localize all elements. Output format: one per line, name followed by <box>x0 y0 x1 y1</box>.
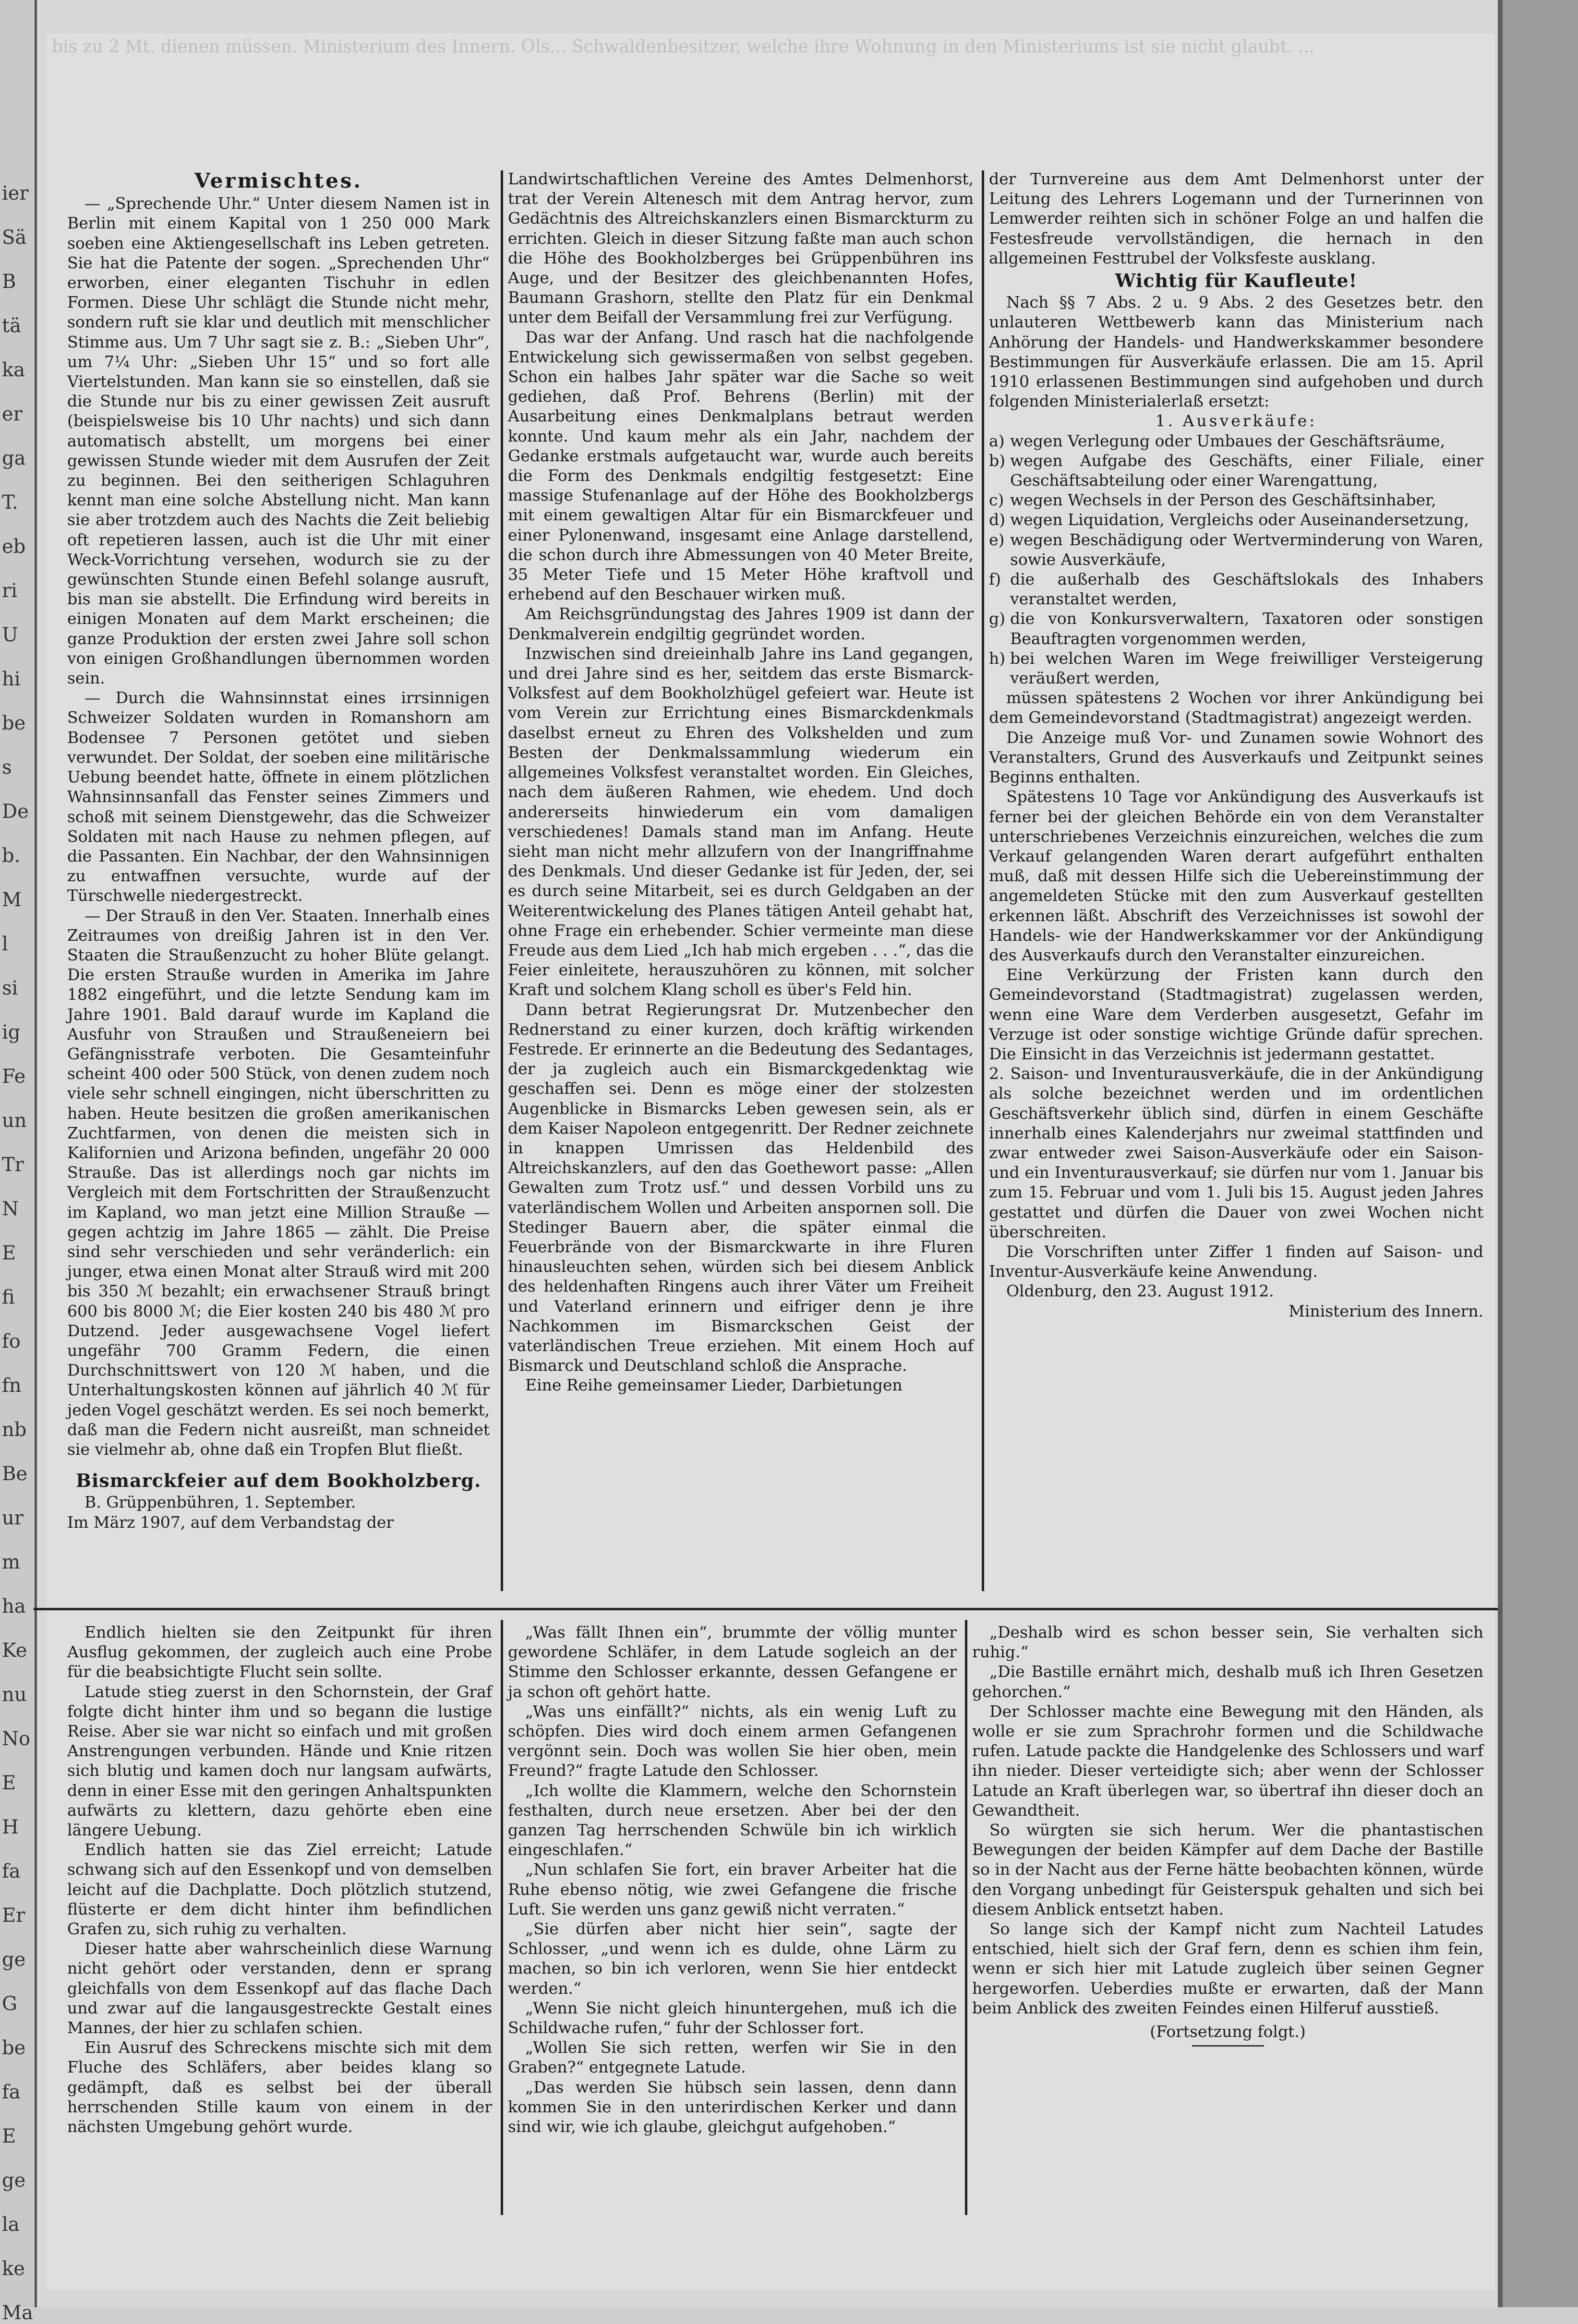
paragraph: Die Anzeige muß Vor- und Zunamen sowie Wohnort des Veranstalters, Grund des Ausverkaufs und Zeitpunkt seines Beginns enthalten. <box>989 728 1483 787</box>
section-ausverkaeufe: 1. Ausverkäufe: <box>1155 411 1317 431</box>
previous-page-fragment: fi <box>2 1286 15 1308</box>
previous-page-fragment: l <box>2 933 8 955</box>
previous-page-fragment: H <box>2 1816 19 1838</box>
paragraph-saison: 2. Saison- und Inventurausverkäufe, die in der Ankündigung als solche bezeichnet werden und im ordentlichen Geschäftsverkehr üblich sind, dürfen in einem Geschäfte innerhalb eines Kalenderjahrs nur zweimal stattfinden und zwar entweder zwei Saison-Ausverkäufe oder ein Saison- und ein Inventurausverkauf; sie dürfen nur vom 1. Januar bis zum 15. Februar und vom 1. Juli bis 15. August jeden Jahres gestattet und dürfen die Dauer von zwei Wochen nicht überschreiten. <box>989 1064 1483 1241</box>
previous-page-fragment: ha <box>2 1595 26 1617</box>
previous-page-fragment: fa <box>2 1860 21 1882</box>
paragraph: Endlich hatten sie das Ziel erreicht; Latude schwang sich auf den Essenkopf und von demselben leicht auf die Dachplatte. Doch plötzlich stutzend, flüsterte er dem dicht hinter ihm befindlichen Grafen zu, sich ruhig zu verhalten. <box>67 1840 492 1939</box>
previous-page-fragment: ka <box>2 359 25 381</box>
previous-page-fragment: G <box>2 1993 17 2015</box>
previous-page-fragment: ke <box>2 2258 25 2280</box>
paragraph: Ein Ausruf des Schreckens mischte sich mit dem Fluche des Schläfers, aber beides klang so gedämpft, daß es selbst bei der überall herrschenden Stille kaum von einem in der nächsten Umgebung gehört wurde. <box>67 2038 492 2136</box>
paragraph: „Die Bastille ernährt mich, deshalb muß ich Ihren Gesetzen gehorchen.“ <box>972 1662 1483 1701</box>
previous-page-fragment: Ma <box>2 2302 33 2324</box>
previous-page-fragment: B <box>2 271 16 293</box>
dateline: B. Grüppenbühren, 1. September. <box>84 1493 356 1512</box>
paragraph: „Wollen Sie sich retten, werfen wir Sie in den Graben?“ entgegnete Latude. <box>508 2038 957 2077</box>
section-heading-vermischtes: Vermischtes. <box>194 169 363 192</box>
previous-page-fragment: N <box>2 1198 19 1220</box>
paragraph: „Das werden Sie hübsch sein lassen, denn dann kommen Sie in den unterirdischen Kerker und dann sind wir, wie ich glaube, gleichgut aufgehoben.“ <box>508 2077 957 2136</box>
continuation-note: (Fortsetzung folgt.) <box>1150 2022 1306 2041</box>
list-item: c) wegen Wechsels in der Person des Geschäftsinhaber, <box>989 491 1436 510</box>
previous-page-fragment: m <box>2 1551 20 1573</box>
paragraph: Latude stieg zuerst in den Schornstein, der Graf folgte dicht hinter ihm und so begann die lustige Reise. Aber sie war nicht so einfach und mit großen Anstrengungen verbunden. Hände und Knie ritzen sich blutig und kamen doch nur langsam aufwärts, denn in einer Esse mit den geringen Anhaltspunkten aufwärts zu klettern, dazu gehörte eben eine längere Uebung. <box>67 1682 492 1840</box>
previous-page-fragment: hi <box>2 668 21 690</box>
feuilleton-column-3 <box>972 1622 1483 2047</box>
previous-page-fragment: T. <box>2 491 18 514</box>
heading-bismarckfeier: Bismarckfeier auf dem Bookholzberg. <box>75 1470 482 1492</box>
paragraph: Eine Reihe gemeinsamer Lieder, Darbietungen <box>525 1376 903 1395</box>
paragraph: Das war der Anfang. Und rasch hat die nachfolgende Entwickelung sich gewissermaßen von selbst gegeben. Schon ein halbes Jahr später war die Sache so weit gediehen, daß Prof. Behrens (Berlin) mit der Ausarbeitung eines Denkmalplans betraut werden konnte. Und kaum mehr als ein Jahr, nachdem der Gedanke erstmals aufgetaucht war, wurde auch bereits die Form des Denkmals endgiltig festgesetzt: Eine massige Stufenanlage auf der Höhe des Bookholzbergs mit einem gewaltigen Altar für ein Bismarckfeuer und einer Pylonenwand, insgesamt eine Anlage darstellend, die schon durch ihre Abmessungen von 40 Meter Breite, 35 Meter Tiefe und 15 Meter Höhe kraftvoll und erhebend auf den Beschauer wirken muß. <box>508 327 974 604</box>
column-rule-2 <box>982 170 984 1591</box>
column-rule-4 <box>965 1620 967 2215</box>
previous-page-fragment: b. <box>2 845 21 867</box>
paragraph: der Turnvereine aus dem Amt Delmenhorst unter der Leitung des Lehrers Logemann und der Turnerinnen von Lemwerder reihten sich in schöner Folge an und halfen die Festesfreude vervollständigen, die hernach in den allgemeinen Festtrubel der Volksfeste ausklang. <box>989 169 1483 267</box>
list-item: h) bei welchen Waren im Wege freiwilliger Versteigerung veräußert werden, <box>989 648 1483 688</box>
previous-page-fragment: nu <box>2 1684 27 1706</box>
heading-wichtig-fuer-kaufleute: Wichtig für Kaufleute! <box>1115 270 1358 292</box>
previous-page-fragment: un <box>2 1110 27 1132</box>
column-bismarckfeier <box>508 169 974 1395</box>
column-rule-3 <box>501 1620 503 2215</box>
previous-page-fragment: Tr <box>2 1154 24 1176</box>
bleed-through-text: bis zu 2 Mt. dienen müssen. Ministerium des Innern. Ols... Schwaldenbesitzer, welche ihre Wohnung in den Ministeriums ist sie nicht glaubt. ... <box>52 37 1315 57</box>
previous-page-fragment: Be <box>2 1463 28 1485</box>
previous-page-fragment: fa <box>2 2081 21 2103</box>
scan-background-right <box>1503 0 1578 2307</box>
list-item: g) die von Konkursverwaltern, Taxatoren oder sonstigen Beauftragten vorgenommen werden, <box>989 609 1483 648</box>
previous-page-fragment: la <box>2 2214 20 2236</box>
previous-page-fragment: s <box>2 756 12 779</box>
column-rule-1 <box>501 170 503 1591</box>
previous-page-fragment: fo <box>2 1330 21 1353</box>
paragraph: Eine Verkürzung der Fristen kann durch den Gemeindevorstand (Stadtmagistrat) zugelassen werden, wenn eine Ware dem Verderben ausgesetzt, Gefahr im Verzuge ist oder sonstige wichtige Gründe dafür sprechen. Die Einsicht in das Verzeichnis ist jedermann gestattet. <box>989 965 1483 1063</box>
previous-page-fragment: fn <box>2 1375 22 1397</box>
signature: Ministerium des Innern. <box>1289 1301 1483 1320</box>
article-bismarckfeier-start: Im März 1907, auf dem Verbandstag der <box>67 1512 394 1532</box>
paragraph: Dieser hatte aber wahrscheinlich diese Warnung nicht gehört oder verstanden, denn er sprang gleichfalls von dem Essenkopf auf das flache Dach und zwar auf die langausgestreckte Gestalt eines Mannes, der hier zu schlafen schien. <box>67 1939 492 2037</box>
paragraph: Inzwischen sind dreieinhalb Jahre ins Land gegangen, und drei Jahre sind es her, seitdem das erste Bismarck-Volksfest auf dem Bookholzhügel gefeiert war. Heute ist vom Verein zur Errichtung eines Bismarckdenkmals daselbst erneut zu Ehren des Volkshelden und zum Besten der Denkmalssammlung wiederum ein allgemeines Volksfest veranstaltet worden. Ein Gleiches, nach dem äußeren Rahmen, wie ehedem. Und doch andererseits hinwiederum ein vom damaligen verschiedenes! Damals stand man im Anfang. Heute sieht man nicht mehr allzufern von der Inangriffnahme des Denkmals. Und dieser Gedanke ist für Jeden, der, sei es durch seine Mitarbeit, sei es durch Geldgaben an der Weiterentwickelung des Planes tätigen Anteil gehabt hat, ohne Frage ein erhebender. Schier vermeinte man diese Freude aus dem Lied „Ich hab mich ergeben . . .“, das die Feier einleitete, herauszuhören zu können, mit solcher Kraft und solchem Klang scholl es über's Feld hin. <box>508 644 974 999</box>
previous-page-fragment: E <box>2 1772 16 1794</box>
previous-page-edge <box>0 0 37 2324</box>
paragraph: „Sie dürfen aber nicht hier sein“, sagte der Schlosser, „und wenn ich es dulde, ohne Lärm zu machen, so bin ich verloren, wenn Sie hier entdeckt werden.“ <box>508 1919 957 1998</box>
paragraph: So würgten sie sich herum. Wer die phantastischen Bewegungen der beiden Kämpfer auf dem Dache der Bastille so in der Nacht aus der Ferne hätte beobachten können, würde den Vorgang unbedingt für Geisterspuk gehalten und sich bei diesem Anblick entsetzt haben. <box>972 1821 1483 1918</box>
previous-page-fragment: ge <box>2 2169 26 2192</box>
list-item: a) wegen Verlegung oder Umbaues der Geschäftsräume, <box>989 431 1445 450</box>
paragraph: „Was uns einfällt?“ nichts, als ein wenig Luft zu schöpfen. Dies wird doch einem armen Gefangenen vergönnt sein. Doch was wollen Sie hier oben, mein Freund?“ fragte Latude den Schlosser. <box>508 1701 957 1780</box>
previous-page-fragment: De <box>2 801 29 823</box>
previous-page-fragment: Fe <box>2 1066 26 1088</box>
previous-page-fragment: tä <box>2 315 21 337</box>
previous-page-fragment: nb <box>2 1419 27 1441</box>
previous-page-fragment: ier <box>2 182 29 204</box>
paragraph: „Deshalb wird es schon besser sein, Sie verhalten sich ruhig.“ <box>972 1623 1483 1662</box>
previous-page-fragment: No <box>2 1728 31 1750</box>
previous-page-fragment: Er <box>2 1905 25 1927</box>
previous-page-fragment: ur <box>2 1507 24 1529</box>
column-kaufleute <box>989 169 1483 1321</box>
previous-page-fragment: eb <box>2 536 26 558</box>
article-sprechende-uhr: — „Sprechende Uhr.“ Unter diesem Namen ist in Berlin mit einem Kapital von 1 250 000 Mark soeben eine Aktiengesellschaft ins Leben getreten. Sie hat die Patente der sogen. „Sprechenden Uhr“ erworben, einer eleganten Tischuhr in edlen Formen. Diese Uhr schlägt die Stunde nicht mehr, sondern ruft sie klar und deutlich mit menschlicher Stimme aus. Um 7 Uhr sagt sie z. B.: „Sieben Uhr“, um 7¼ Uhr: „Sieben Uhr 15“ und so fort alle Viertelstunden. Man kann sie so einstellen, daß sie die Stunde nur bis zu einer gewissen Zeit ausruft (beispielsweise bis 10 Uhr nachts) und sich dann automatisch abstellt, um morgens bei einer gewissen Stunde wieder mit dem Ausrufen der Zeit zu beginnen. Bei den seitherigen Schlaguhren kennt man eine solche Abstellung nicht. Man kann sie aber trotzdem auch des Nachts die Zeit beliebig oft repetieren lassen, auch ist die Uhr mit einer Weck-Vorrichtung versehen, wodurch sie zu der gewünschten Stunde einen Befehl solange ausruft, bis man sie abstellt. Die Erfindung wird bereits in einigen Monaten auf dem Markt erscheinen; die ganze Produktion der ersten zwei Jahre soll schon von einigen Großhandlungen übernommen worden sein. <box>67 194 490 688</box>
article-strauss: — Der Strauß in den Ver. Staaten. Innerhalb eines Zeitraumes von dreißig Jahren ist in den Ver. Staaten die Straußenzucht zu hoher Blüte gelangt. Die ersten Strauße wurden in Amerika im Jahre 1882 eingeführt, und die letzte Sendung kam im Jahre 1901. Bald darauf wurde im Kapland die Ausfuhr von Straußen und Straußeneiern bei Gefängnisstrafe verboten. Die Gesamteinfuhr scheint 400 oder 500 Stück, von denen zudem noch viele sehr schnell eingingen, nicht überschritten zu haben. Heute besitzen die großen amerikanischen Zuchtfarmen, von denen die meisten sich in Kalifornien und Arizona befinden, ungefähr 20 000 Strauße. Das ist allerdings noch gar nichts im Vergleich mit dem Fortschritten der Straußenzucht im Kapland, wo man jetzt eine Million Strauße — gegen achtzig im Jahre 1865 — zählt. Die Preise sind sehr verschieden und sehr veränderlich: ein junger, etwa einen Monat alter Strauß wird mit 200 bis 350 ℳ bezahlt; ein erwachsener Strauß bringt 600 bis 8000 ℳ; die Eier kosten 240 bis 480 ℳ pro Dutzend. Jeder ausgewachsene Vogel liefert ungefähr 700 Gramm Federn, die einen Durchschnittswert von 120 ℳ haben, und die Unterhaltungskosten können auf jährlich 40 ℳ für jeden Vogel geschätzt werden. Es sei noch bemerkt, daß man die Federn nicht ausreißt, man schneidet sie vielmehr ab, ohne daß ein Tropfen Blut fließt. <box>67 906 490 1459</box>
previous-page-fragment: M <box>2 889 22 911</box>
list-item: e) wegen Beschädigung oder Wertverminderung von Waren, sowie Ausverkäufe, <box>989 530 1483 569</box>
paragraph: Spätestens 10 Tage vor Ankündigung des Ausverkaufs ist ferner bei der gleichen Behörde ein von dem Veranstalter unterschriebenes Verzeichnis einzureichen, welches die zum Verkauf gelangenden Waren derart aufgeführt enthalten muß, daß mit dessen Hilfe sich die Uebereinstimmung der angemeldeten Stücke mit den zum Ausverkauf gestellten erkennen läßt. Abschrift des Verzeichnisses ist sowohl der Handels- wie der Handwerkskammer vor der Ankündigung des Ausverkaufs durch den Veranstalter einzureichen. <box>989 787 1483 964</box>
paragraph: „Wenn Sie nicht gleich hinuntergehen, muß ich die Schildwache rufen,“ fuhr der Schlosser fort. <box>508 1998 957 2037</box>
previous-page-fragment: ig <box>2 1021 21 1043</box>
previous-page-fragment: ga <box>2 447 26 469</box>
end-rule <box>1192 2045 1264 2047</box>
previous-page-fragment: Ke <box>2 1640 27 1662</box>
ausverkauf-list <box>989 431 1483 688</box>
column-vermischtes <box>67 169 490 1532</box>
paragraph: „Ich wollte die Klammern, welche den Schornstein festhalten, durch neue ersetzen. Aber bei der den ganzen Tag herrschenden Schwüle bin ich wirklich eingeschlafen.“ <box>508 1781 957 1859</box>
paragraph: So lange sich der Kampf nicht zum Nachteil Latudes entschied, hielt sich der Graf fern, denn es schien ihm fein, wenn er sich hier mit Latude zugleich über seinen Gegner hergeworfen. Ueberdies mußte er erwarten, daß der Mann beim Anblick des zweiten Feindes einen Hilferuf ausstieß. <box>972 1919 1483 2017</box>
previous-page-fragment: si <box>2 977 18 999</box>
feuilleton-column-2 <box>508 1622 957 2136</box>
paragraph: Nach §§ 7 Abs. 2 u. 9 Abs. 2 des Gesetzes betr. den unlauteren Wettbewerb kann das Ministerium nach Anhörung der Handels- und Handwerkskammer besondere Bestimmungen für Ausverkäufe erlassen. Die am 15. April 1910 erlassenen Bestimmungen sind aufgehoben und durch folgenden Ministerialerlaß ersetzt: <box>989 293 1483 411</box>
list-item: f) die außerhalb des Geschäftslokals des Inhabers veranstaltet werden, <box>989 570 1483 609</box>
paragraph: Am Reichsgründungstag des Jahres 1909 ist dann der Denkmalverein endgiltig gegründet worden. <box>508 604 974 643</box>
previous-page-fragment: E <box>2 2125 16 2147</box>
previous-page-fragment: ge <box>2 1949 26 1971</box>
feuilleton-column-1 <box>67 1622 492 2136</box>
paragraph: „Was fällt Ihnen ein“, brummte der völlig munter gewordene Schläfer, in dem Latude sogleich an der Stimme den Schlosser erkannte, dessen Gefangene er ja schon oft gehört hatte. <box>508 1623 957 1701</box>
paragraph: Die Vorschriften unter Ziffer 1 finden auf Saison- und Inventur-Ausverkäufe keine Anwendung. <box>989 1242 1483 1281</box>
feuilleton-divider <box>34 1608 1498 1610</box>
previous-page-fragment: be <box>2 712 26 734</box>
paragraph: „Nun schlafen Sie fort, ein braver Arbeiter hat die Ruhe ebenso nötig, wie zwei Gefangene die frische Luft. Sie werden uns ganz gewiß nicht verraten.“ <box>508 1860 957 1918</box>
previous-page-fragment: ri <box>2 580 17 602</box>
previous-page-fragment: Sä <box>2 227 27 249</box>
previous-page-fragment: er <box>2 403 23 425</box>
previous-page-fragment: E <box>2 1242 16 1264</box>
place-date: Oldenburg, den 23. August 1912. <box>1006 1282 1274 1301</box>
paragraph: Endlich hielten sie den Zeitpunkt für ihren Ausflug gekommen, der zugleich auch eine Probe für die beabsichtigte Flucht sein sollte. <box>67 1623 492 1681</box>
article-romanshorn: — Durch die Wahnsinnstat eines irrsinnigen Schweizer Soldaten wurden in Romanshorn am Bodensee 7 Personen getötet und sieben verwundet. Der Soldat, der soeben eine militärische Uebung beendet hatte, öffnete in einem plötzlichen Wahnsinnsanfall das Fenster seines Zimmers und schoß mit seinem Dienstgewehr, das die Schweizer Soldaten mit nach Hause zu nehmen pflegen, auf die Passanten. Ein Nachbar, der den Wahnsinnigen zu entwaffnen versuchte, wurde auf der Türschwelle niedergestreckt. <box>67 688 490 905</box>
list-item: b) wegen Aufgabe des Geschäfts, einer Filiale, einer Geschäftsabteilung oder einer Warengattung, <box>989 451 1483 490</box>
list-item: d) wegen Liquidation, Vergleichs oder Auseinandersetzung, <box>989 510 1470 529</box>
paragraph: Dann betrat Regierungsrat Dr. Mutzenbecher den Rednerstand zu einer kurzen, doch kräftig wirkenden Festrede. Er erinnerte an die Bedeutung des Sedantages, der ja zugleich auch ein Bismarckgedenktag wie geschaffen sei. Denn es möge einer der stolzesten Augenblicke in Bismarcks Leben gewesen sein, als er dem Kaiser Napoleon entgegenritt. Der Redner zeichnete in knappen Umrissen das Heldenbild des Altreichskanzlers, auf den das Goethewort passe: „Allen Gewalten zum Trotz usf.“ und dessen Vorbild uns zu vaterländischem Wollen und Arbeiten anspornen soll. Die Stedinger Bauern aber, die später einmal die Feuerbrände von der Bismarckwarte in ihre Fluren hinausleuchten sehen, würden sich bei diesem Anblick des heldenhaften Ringens auch ihrer Väter um Freiheit und Vaterland erinnern und eifriger denn je ihre Nachkommen im Bismarckschen Geist der vaterländischen Treue erziehen. Mit einem Hoch auf Bismarck und Deutschland schloß die Ansprache. <box>508 1000 974 1375</box>
previous-page-fragment: U <box>2 624 18 646</box>
paragraph: Landwirtschaftlichen Vereine des Amtes Delmenhorst, trat der Verein Altenesch mit dem Antrag hervor, zum Gedächtnis des Altreichskanzlers einen Bismarckturm zu errichten. Gleich in dieser Sitzung faßte man auch schon die Höhe des Bookholzberges bei Grüppenbühren ins Auge, und der Besitzer des gleichbenannten Hofes, Baumann Grashorn, stellte den Platz für ein Denkmal unter dem Beifall der Versammlung frei zur Verfügung. <box>508 169 974 327</box>
previous-page-fragment: be <box>2 2037 26 2059</box>
paragraph: müssen spätestens 2 Wochen vor ihrer Ankündigung bei dem Gemeindevorstand (Stadtmagistrat) angezeigt werden. <box>989 688 1483 727</box>
paragraph: Der Schlosser machte eine Bewegung mit den Händen, als wolle er sie zum Sprachrohr formen und die Schildwache rufen. Latude packte die Handgelenke des Schlossers und warf ihn nieder. Dieser verteidigte sich; aber wenn der Schlosser Latude an Kraft überlegen war, so übertraf ihn dieser doch an Gewandtheit. <box>972 1701 1483 1820</box>
